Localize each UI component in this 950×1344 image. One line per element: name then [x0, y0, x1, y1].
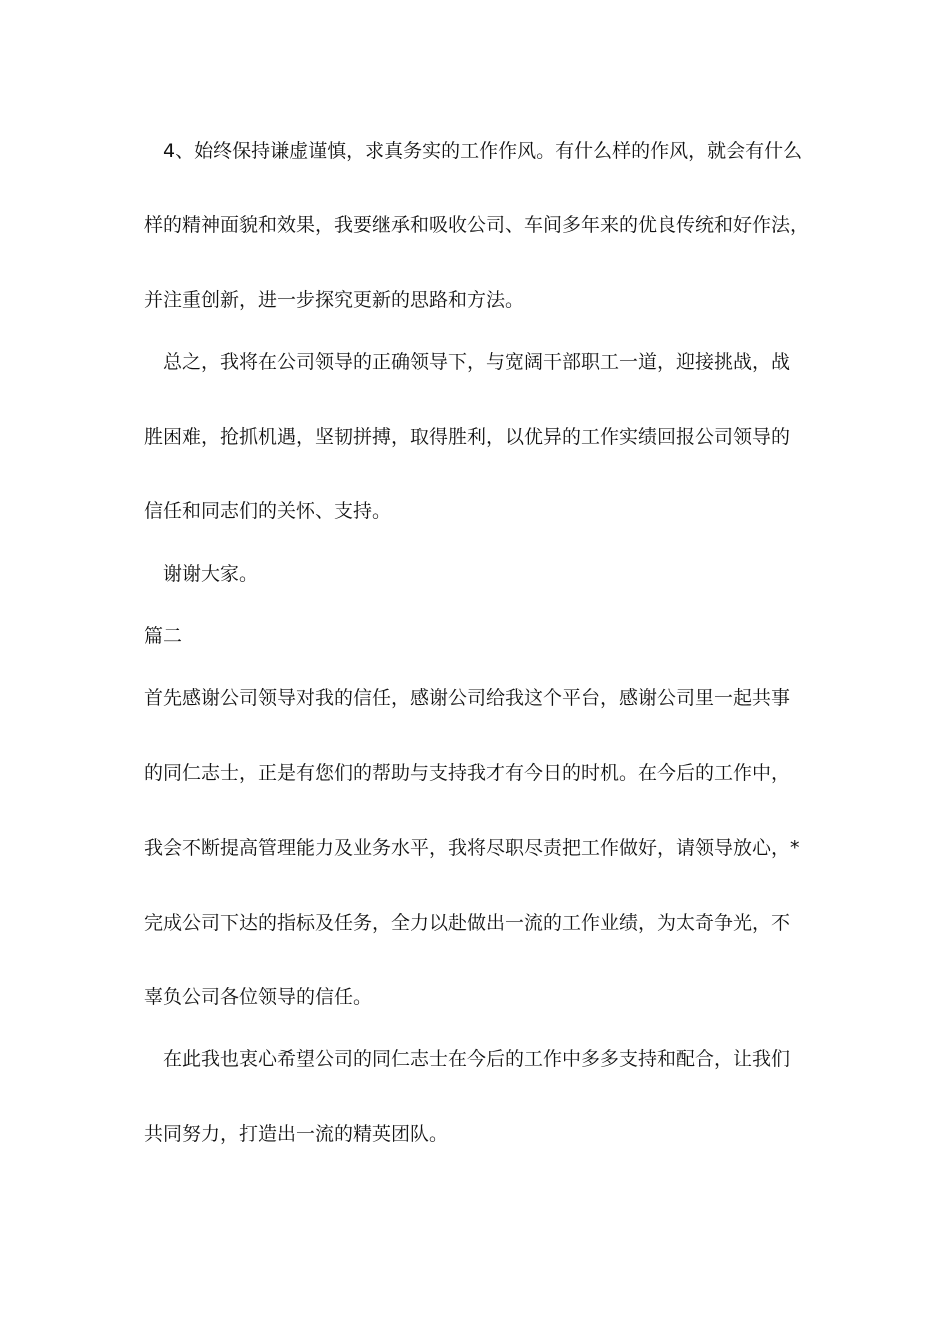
text-line: 信任和同志们的关怀、支持。 [144, 500, 392, 522]
text-line: 共同努力，打造出一流的精英团队。 [144, 1123, 449, 1145]
text-line: 4、始终保持谦虚谨慎，求真务实的工作作风。有什么样的作风，就会有什么 [144, 140, 803, 162]
text-line: 胜困难，抢抓机遇，坚韧拼搏，取得胜利，以优异的工作实绩回报公司领导的 [144, 426, 791, 448]
text-line: 我会不断提高管理能力及业务水平，我将尽职尽责把工作做好，请领导放心，* [144, 837, 800, 859]
text-line: 的同仁志士，正是有您们的帮助与支持我才有今日的时机。在今后的工作中， [144, 762, 791, 784]
text-line: 辜负公司各位领导的信任。 [144, 986, 373, 1008]
text-line: 首先感谢公司领导对我的信任，感谢公司给我这个平台，感谢公司里一起共事 [144, 687, 791, 709]
section-heading: 篇二 [144, 625, 183, 647]
text-line: 总之，我将在公司领导的正确领导下，与宽阔干部职工一道，迎接挑战，战 [144, 351, 791, 373]
text-line: 并注重创新，进一步探究更新的思路和方法。 [144, 289, 525, 311]
text-line: 在此我也衷心希望公司的同仁志士在今后的工作中多多支持和配合，让我们 [144, 1048, 791, 1070]
text-line: 完成公司下达的指标及任务，全力以赴做出一流的工作业绩，为太奇争光，不 [144, 912, 791, 934]
text-line: 样的精神面貌和效果，我要继承和吸收公司、车间多年来的优良传统和好作法， [144, 214, 810, 236]
text-line: 谢谢大家。 [144, 563, 259, 585]
